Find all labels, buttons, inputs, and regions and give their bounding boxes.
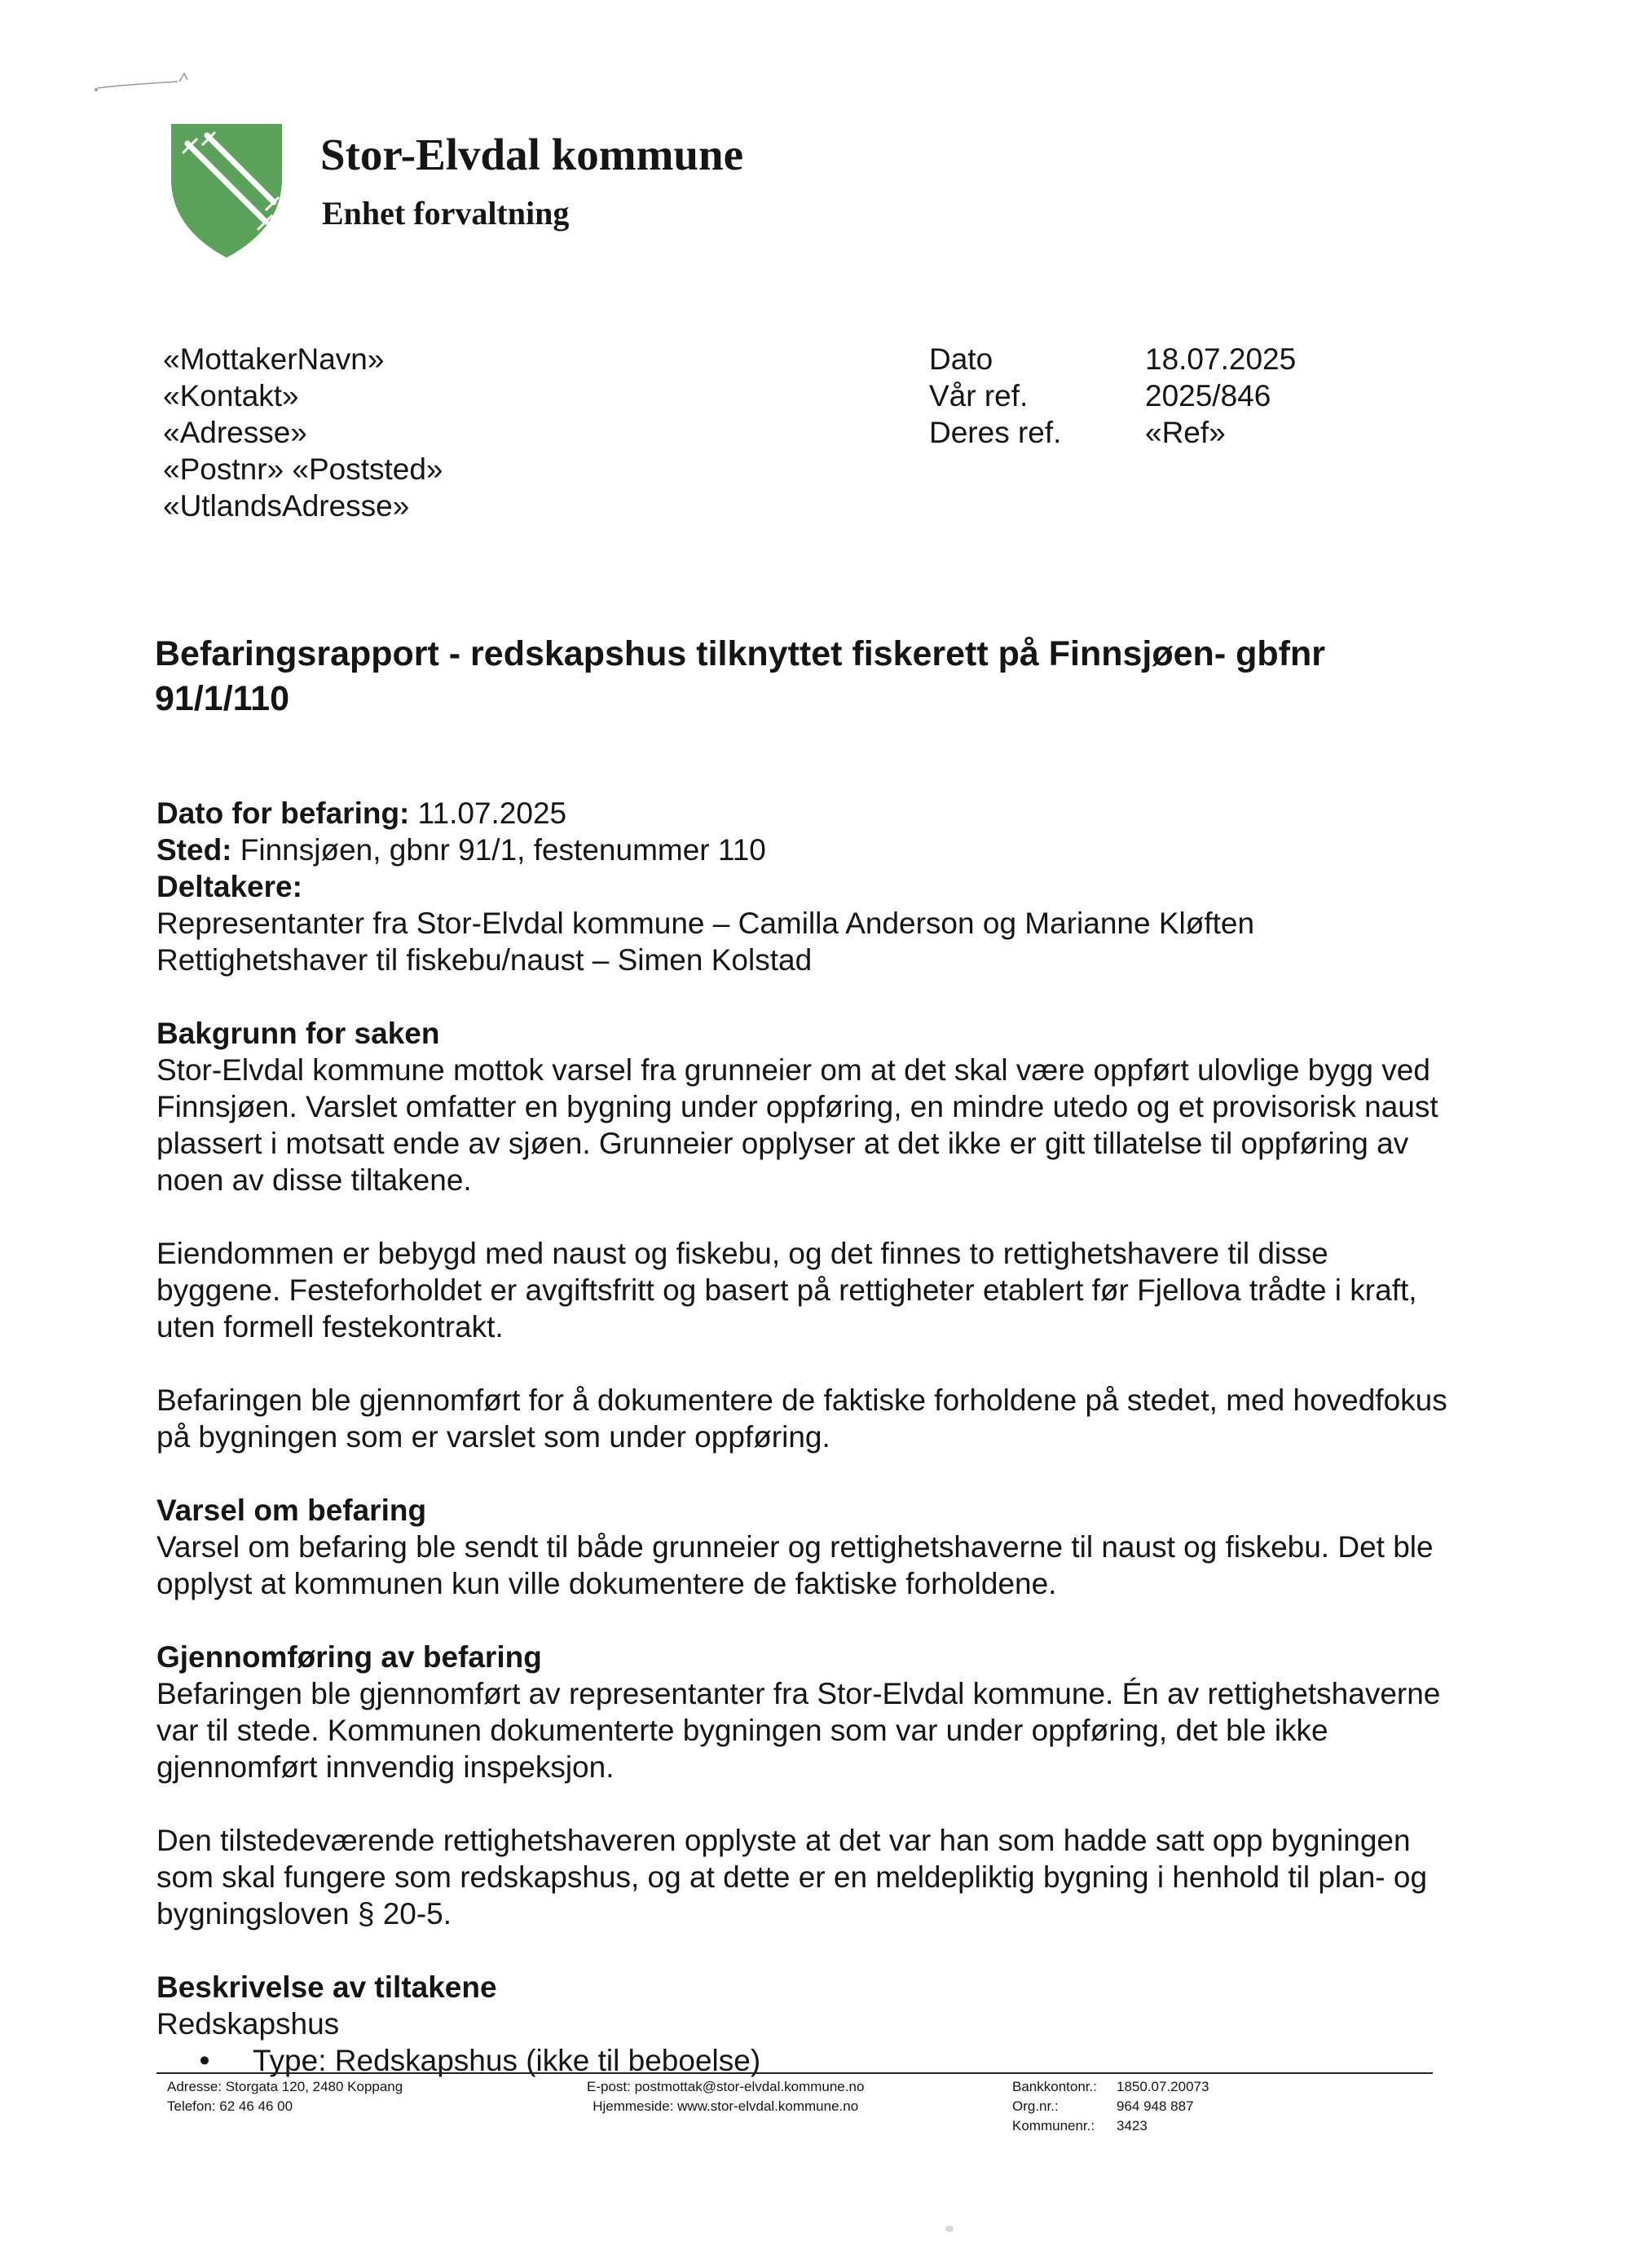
section-title-description: Beskrivelse av tiltakene — [156, 1970, 497, 2004]
paragraph: Stor-Elvdal kommune mottok varsel fra grunneier om at det skal være oppført ulovlige bygg ved Finnsjøen. Varslet omfatter en bygning under oppføring, en mindre utedo og et provisorisk naust plassert i motsatt ende av sjøen. Grunneier opplyser at det ikke er gitt tillatelse til oppføring av noen av disse tiltakene. — [156, 1053, 1438, 1197]
participant-line: Representanter fra Stor-Elvdal kommune – Camilla Anderson og Marianne Kløften — [156, 907, 1255, 940]
paragraph: Eiendommen er bebygd med naust og fiskebu, og det finnes to rettighetshavere til disse byggene. Festeforholdet er avgiftsfritt og basert på rettigheter etablert før Fjellova trådte i kraft, uten formell festekontrakt. — [156, 1237, 1417, 1344]
document-title: Befaringsrapport - redskapshus tilknyttet fiskerett på Finnsjøen- gbfnr 91/1/110 — [155, 634, 1325, 718]
inspection-date-label: Dato for befaring: — [156, 796, 410, 830]
inspection-place-label: Sted: — [156, 833, 232, 867]
recipient-line: «MottakerNavn» — [163, 342, 385, 376]
inspection-date-value: 11.07.2025 — [417, 796, 567, 830]
section-title-notice: Varsel om befaring — [156, 1494, 427, 1527]
section-title-background: Bakgrunn for saken — [156, 1017, 440, 1050]
inspection-date — [156, 795, 1460, 832]
meta-value: 2025/846 — [1145, 379, 1271, 413]
paragraph: Varsel om befaring ble sendt til både grunneier og rettighetshaverne til naust og fiskebu. Det ble opplyst at kommunen kun ville dokumentere de faktiske forholdene. — [156, 1530, 1434, 1600]
footer-contact — [167, 2077, 403, 2116]
municipality-crest-logo — [170, 122, 284, 259]
participants-label: Deltakere: — [156, 870, 302, 903]
reference-block — [929, 341, 1296, 451]
footer-registry — [1012, 2077, 1209, 2136]
recipient-line: «Postnr» «Poststed» — [163, 452, 443, 486]
footer-phone: Telefon: 62 46 46 00 — [167, 2098, 293, 2114]
paragraph: Befaringen ble gjennomført av representanter fra Stor-Elvdal kommune. Én av rettighetshaverne var til stede. Kommunen dokumenterte bygningen som var under oppføring, det ble ikke gjennomført innvendig inspeksjon. — [156, 1677, 1441, 1784]
footer-value: 1850.07.20073 — [1117, 2079, 1209, 2094]
participant-line: Rettighetshaver til fiskebu/naust – Simen Kolstad — [156, 943, 813, 977]
inspection-place-value: Finnsjøen, gbnr 91/1, festenummer 110 — [240, 833, 766, 867]
meta-label: Dato — [929, 342, 993, 376]
footer-divider — [156, 2072, 1433, 2074]
meta-label: Vår ref. — [929, 379, 1029, 413]
recipient-line: «Adresse» — [163, 416, 307, 449]
footer-label: Kommunenr.: — [1012, 2118, 1095, 2133]
footer-value: 964 948 887 — [1117, 2098, 1194, 2114]
meta-row-our-ref — [929, 377, 1296, 414]
footer-email: E-post: postmottak@stor-elvdal.kommune.no — [587, 2079, 865, 2094]
footer-label: Bankkontonr.: — [1012, 2079, 1097, 2094]
pen-scribble — [82, 57, 204, 98]
section-title-execution: Gjennomføring av befaring — [156, 1640, 542, 1674]
footer-bank-account — [1012, 2077, 1209, 2097]
subsection-title: Redskapshus — [156, 2007, 340, 2041]
organization-unit: Enhet forvaltning — [322, 195, 570, 232]
document-body — [156, 795, 1460, 2079]
footer-municipality-number — [1012, 2116, 1209, 2136]
meta-row-your-ref — [929, 414, 1296, 451]
footer-label: Org.nr.: — [1012, 2098, 1059, 2114]
organization-name: Stor-Elvdal kommune — [320, 130, 743, 179]
recipient-line: «Kontakt» — [163, 379, 299, 413]
footer-org-number — [1012, 2097, 1209, 2116]
footer-address: Adresse: Storgata 120, 2480 Koppang — [167, 2079, 403, 2094]
scan-speck — [945, 2226, 954, 2232]
paragraph: Befaringen ble gjennomført for å dokumentere de faktiske forholdene på stedet, med hovedfokus på bygningen som er varslet som under oppføring. — [156, 1383, 1447, 1454]
recipient-address-block — [163, 341, 443, 524]
inspection-place — [156, 832, 1460, 868]
footer-online — [587, 2077, 864, 2116]
bullet-icon: • — [199, 2044, 210, 2077]
meta-label: Deres ref. — [929, 416, 1062, 449]
list-item-text: Type: Redskapshus (ikke til beboelse) — [253, 2044, 761, 2077]
meta-value: 18.07.2025 — [1145, 342, 1297, 376]
meta-row-date — [929, 341, 1296, 377]
footer-value: 3423 — [1117, 2118, 1148, 2133]
footer-website: Hjemmeside: www.stor-elvdal.kommune.no — [593, 2098, 859, 2114]
paragraph: Den tilstedeværende rettighetshaveren opplyste at det var han som hadde satt opp bygningen som skal fungere som redskapshus, og at dette er en meldepliktig bygning i henhold til plan- og bygningsloven § 20-5. — [156, 1824, 1428, 1930]
recipient-line: «UtlandsAdresse» — [163, 489, 410, 523]
meta-value: «Ref» — [1145, 416, 1226, 449]
